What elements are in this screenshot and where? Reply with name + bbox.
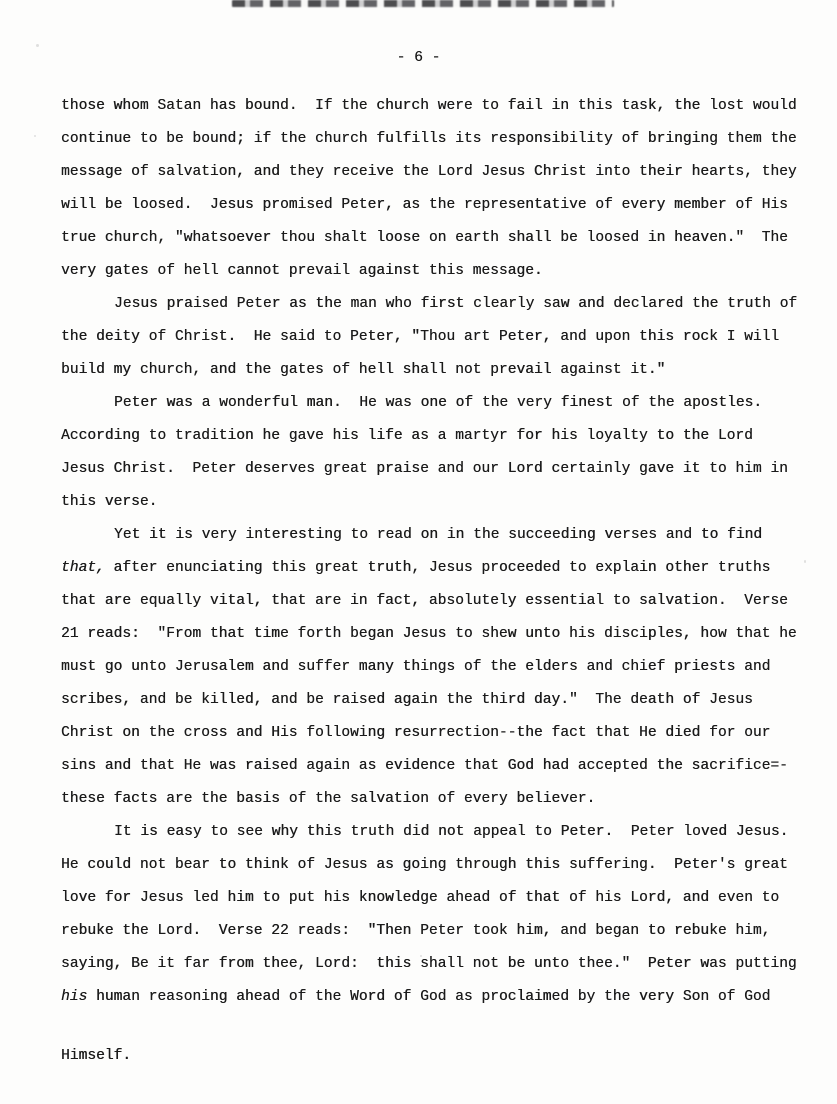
- body-text: [61, 90, 811, 1073]
- line-text: the deity of Christ. He said to Peter, "Thou art Peter, and upon this rock I will: [61, 329, 780, 345]
- text-line: [61, 156, 811, 189]
- italic-text: that,: [61, 560, 105, 576]
- text-line: [61, 717, 811, 750]
- text-line: [61, 552, 811, 585]
- line-text: that are equally vital, that are in fact, absolutely essential to salvation. Verse: [61, 593, 788, 609]
- italic-text: his: [61, 989, 88, 1005]
- line-text: Peter was a wonderful man. He was one of the very finest of the apostles.: [114, 395, 763, 411]
- text-line: [61, 915, 811, 948]
- text-line: [61, 585, 811, 618]
- line-text: continue to be bound; if the church fulfills its responsibility of bringing them the: [61, 131, 797, 147]
- line-text: love for Jesus led him to put his knowledge ahead of that of his Lord, and even to: [61, 890, 780, 906]
- scan-edge-artifact: [232, 0, 614, 7]
- line-text: very gates of hell cannot prevail against this message.: [61, 263, 543, 279]
- text-line: [61, 90, 811, 123]
- line-text: Christ on the cross and His following resurrection--the fact that He died for our: [61, 725, 771, 741]
- line-text: human reasoning ahead of the Word of God as proclaimed by the very Son of God: [87, 989, 771, 1005]
- text-line: [61, 486, 811, 519]
- line-text: Jesus praised Peter as the man who first clearly saw and declared the truth of: [114, 296, 798, 312]
- line-text: this verse.: [61, 494, 158, 510]
- text-line: [61, 321, 811, 354]
- text-line: [61, 750, 811, 783]
- line-text: after enunciating this great truth, Jesus proceeded to explain other truths: [104, 560, 771, 576]
- text-line: [61, 222, 811, 255]
- text-line: [61, 618, 811, 651]
- text-line: [61, 123, 811, 156]
- text-line: [61, 420, 811, 453]
- text-line: [61, 189, 811, 222]
- line-text: these facts are the basis of the salvation of every believer.: [61, 791, 596, 807]
- line-text: message of salvation, and they receive the Lord Jesus Christ into their hearts, they: [61, 164, 797, 180]
- text-line: [61, 849, 811, 882]
- text-line: [61, 816, 811, 849]
- line-text: He could not bear to think of Jesus as going through this suffering. Peter's great: [61, 857, 788, 873]
- text-line: [61, 882, 811, 915]
- text-line: [61, 981, 811, 1014]
- line-text: Jesus Christ. Peter deserves great praise and our Lord certainly gave it to him in: [61, 461, 788, 477]
- line-text: saying, Be it far from thee, Lord: this shall not be unto thee." Peter was putting: [61, 956, 797, 972]
- page-number: - 6 -: [396, 50, 441, 66]
- line-text: build my church, and the gates of hell shall not prevail against it.": [61, 362, 666, 378]
- text-line: [61, 684, 811, 717]
- scan-speck: [34, 135, 36, 137]
- line-text: will be loosed. Jesus promised Peter, as the representative of every member of His: [61, 197, 788, 213]
- text-line: [61, 255, 811, 288]
- line-text: sins and that He was raised again as evidence that God had accepted the sacrifice=-: [61, 758, 788, 774]
- line-text: true church, "whatsoever thou shalt loose on earth shall be loosed in heaven." The: [61, 230, 788, 246]
- text-line: [61, 1040, 811, 1073]
- line-text: rebuke the Lord. Verse 22 reads: "Then Peter took him, and began to rebuke him,: [61, 923, 771, 939]
- text-line: [61, 651, 811, 684]
- line-text: 21 reads: "From that time forth began Jesus to shew unto his disciples, how that he: [61, 626, 797, 642]
- line-text: Himself.: [61, 1048, 132, 1064]
- text-line: [61, 948, 811, 981]
- line-text: According to tradition he gave his life as a martyr for his loyalty to the Lord: [61, 428, 753, 444]
- text-line: [61, 519, 811, 552]
- line-text: scribes, and be killed, and be raised again the third day." The death of Jesus: [61, 692, 753, 708]
- text-line: [61, 354, 811, 387]
- line-text: must go unto Jerusalem and suffer many things of the elders and chief priests and: [61, 659, 771, 675]
- line-text: Yet it is very interesting to read on in the succeeding verses and to find: [114, 527, 763, 543]
- text-line: [61, 783, 811, 816]
- line-text: It is easy to see why this truth did not appeal to Peter. Peter loved Jesus.: [114, 824, 789, 840]
- text-line: [61, 453, 811, 486]
- text-line: [61, 387, 811, 420]
- text-line: [61, 288, 811, 321]
- line-text: those whom Satan has bound. If the church were to fail in this task, the lost would: [61, 98, 797, 114]
